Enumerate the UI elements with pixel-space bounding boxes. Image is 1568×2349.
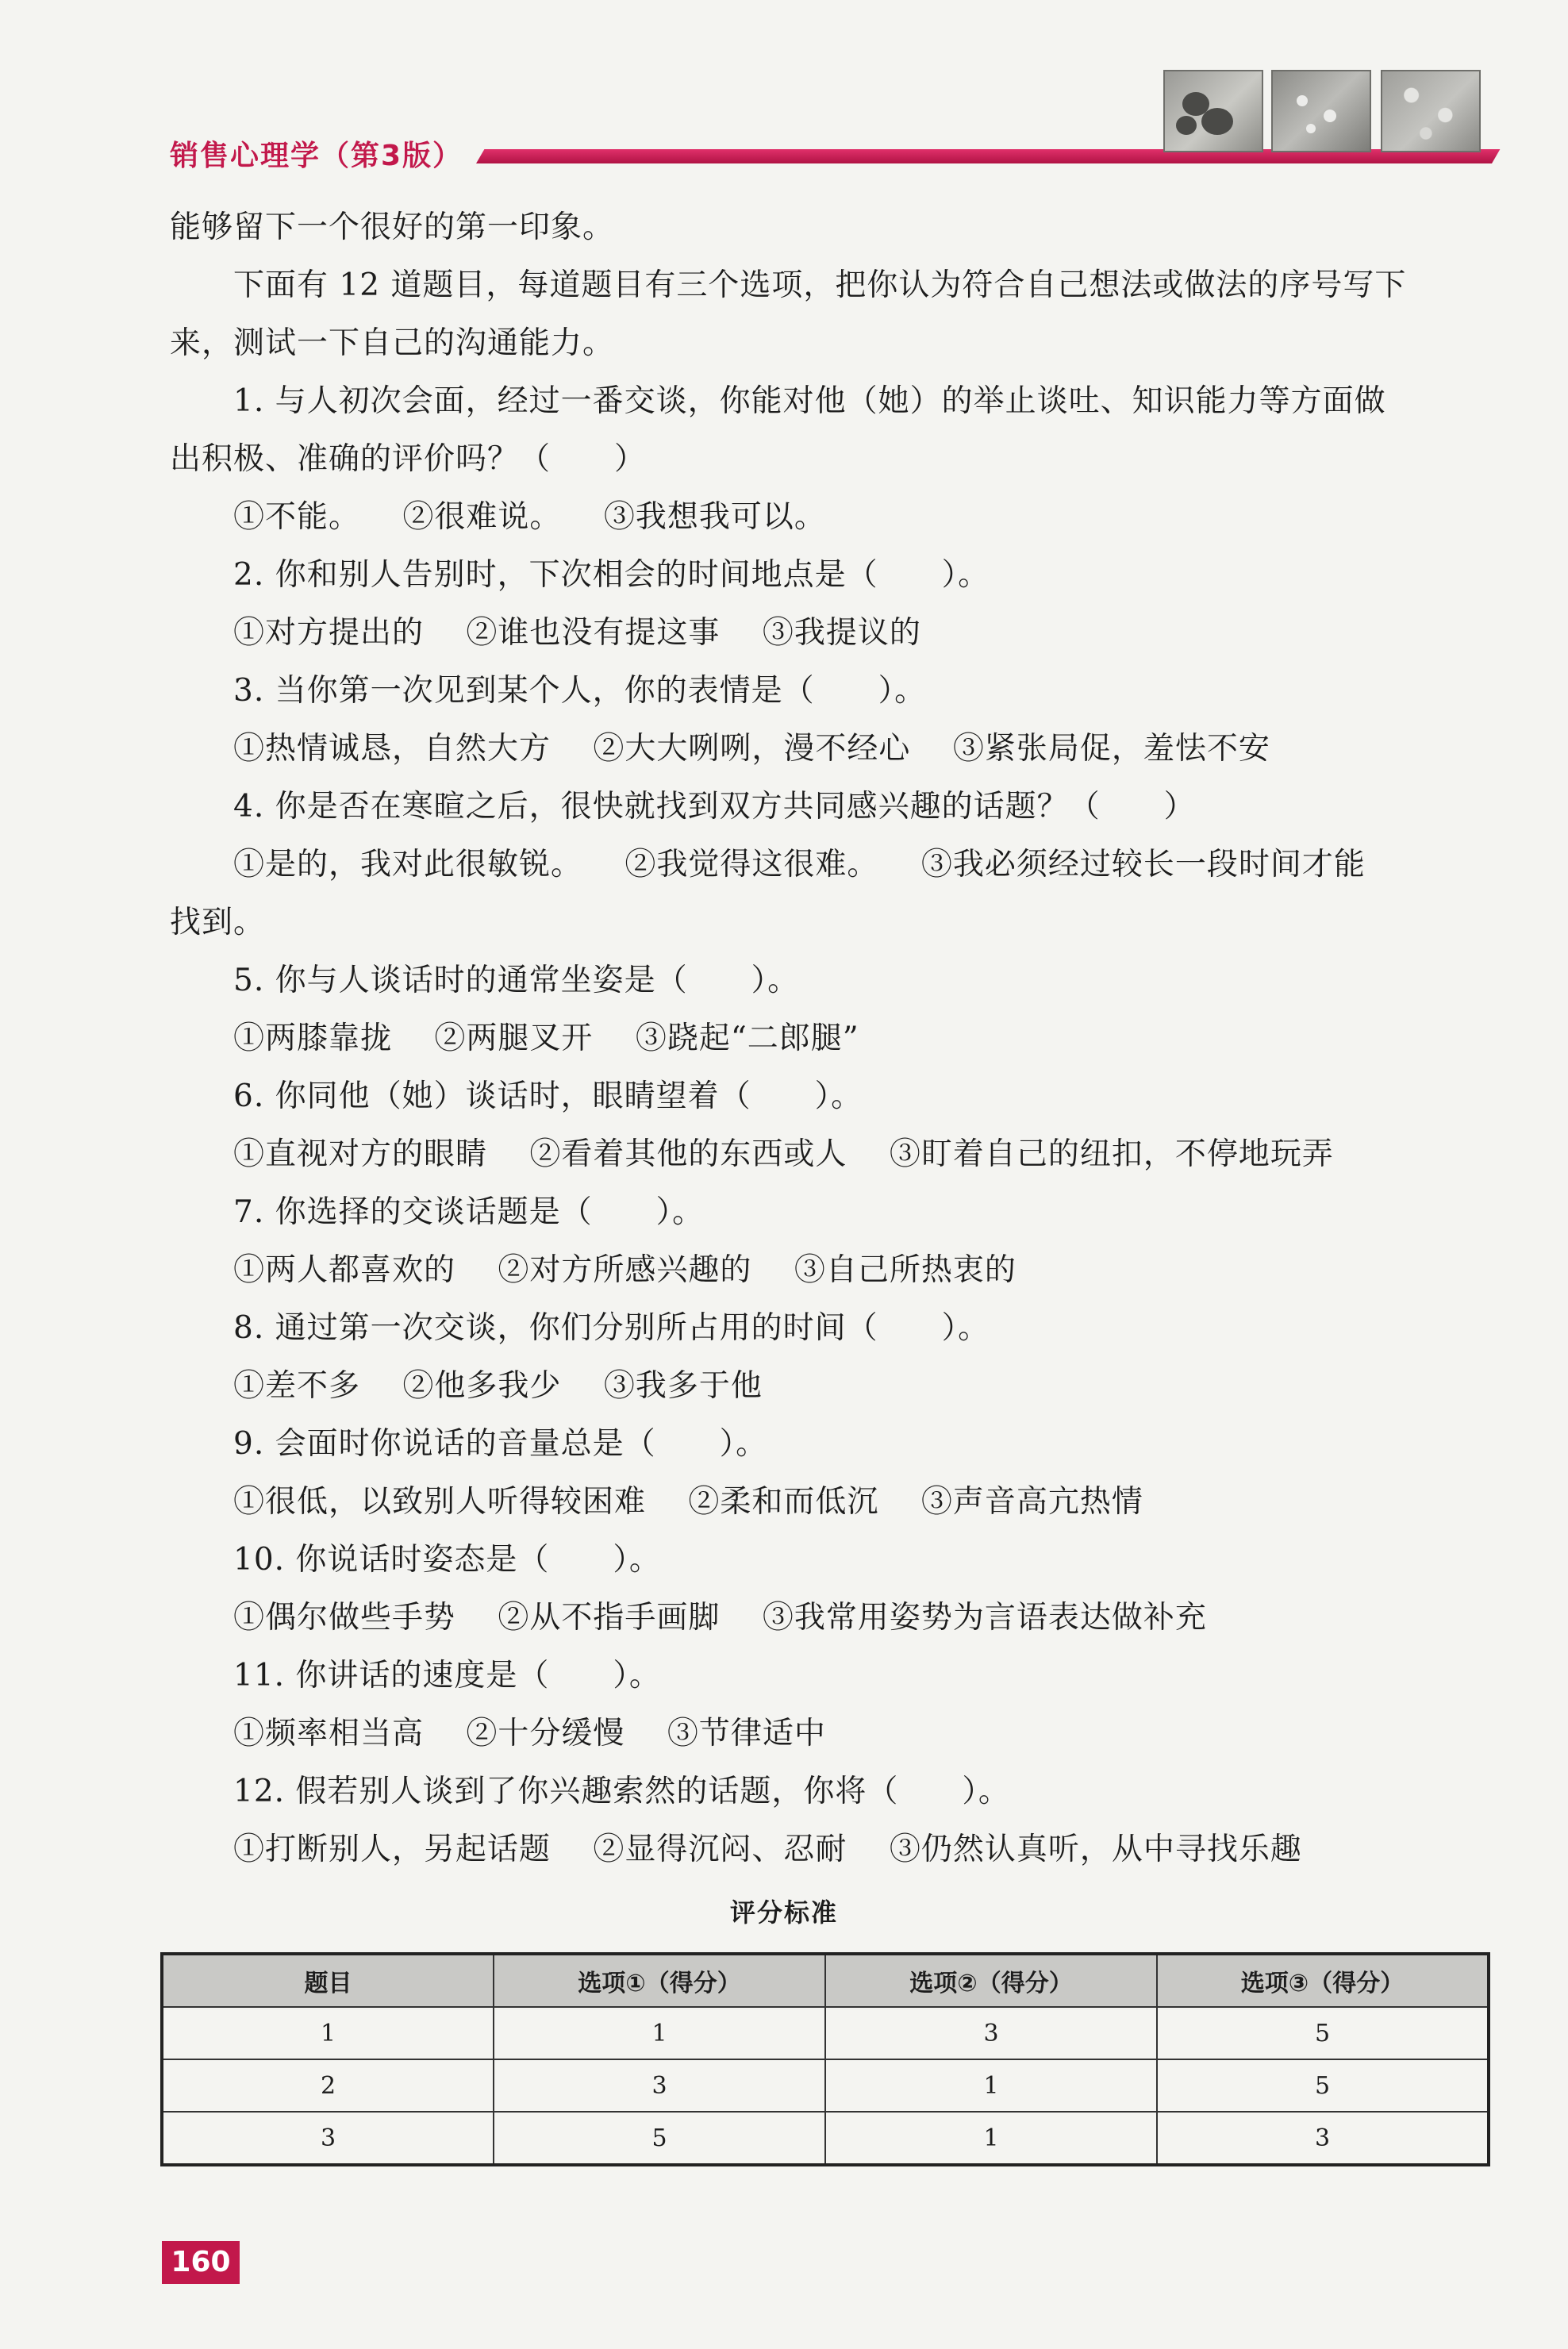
table-row [162,2007,1489,2059]
option-text: ③仍然认真听，从中寻找乐趣 [889,1832,1302,1867]
option-text: ①不能。 [233,499,361,535]
paragraph-line: 能够留下一个很好的第一印象。 [170,210,615,245]
book-title: 销售心理学（第3版） [170,140,463,172]
table-cell: 3 [1157,2112,1489,2165]
table-cell: 1 [494,2007,825,2059]
table-row [162,2059,1489,2112]
option-text: ①是的，我对此很敏锐。 [233,847,583,882]
question-text: 8. 通过第一次交谈，你们分别所占用的时间（ ）。 [233,1310,990,1346]
option-text: ①差不多 [233,1368,361,1404]
table-cell: 3 [162,2112,494,2165]
option-text: ②他多我少 [402,1368,562,1404]
table-header-cell: 选项②（得分） [825,1954,1157,2007]
table-cell: 1 [162,2007,494,2059]
question-text: 出积极、准确的评价吗？（ ） [170,441,647,477]
table-row [162,2112,1489,2165]
table-title: 评分标准 [729,1897,838,1928]
question-options [170,1705,1487,1763]
page-content [170,198,1487,1878]
table-cell: 5 [1157,2007,1489,2059]
option-text: ②显得沉闷、忍耐 [593,1832,847,1867]
option-text: ①偶尔做些手势 [233,1600,456,1636]
option-text: ③我提议的 [762,615,921,651]
option-text: ①热情诚恳，自然大方 [233,731,551,767]
question-options [170,836,1487,894]
option-text: ②对方所感兴趣的 [498,1252,752,1288]
question-text: 11. 你讲话的速度是（ ）。 [233,1658,661,1694]
option-text: ①很低，以致别人听得较困难 [233,1484,647,1520]
option-text: ③声音高亢热情 [920,1484,1143,1520]
question-options [170,1589,1487,1647]
table-cell: 1 [825,2112,1157,2165]
question-text: 9. 会面时你说话的音量总是（ ）。 [233,1426,768,1462]
option-text: ③自己所热衷的 [794,1252,1017,1288]
option-text: ②我觉得这很难。 [625,847,879,882]
header-thumbnail-image [1163,70,1263,152]
question-options [170,1241,1487,1299]
table-cell: 3 [825,2007,1157,2059]
question-text: 10. 你说话时姿态是（ ）。 [233,1542,661,1578]
paragraph-line: 来，测试一下自己的沟通能力。 [170,325,615,361]
option-text: ①打断别人，另起话题 [233,1832,551,1867]
scoring-table [160,1952,1490,2166]
question-text: 1. 与人初次会面，经过一番交谈，你能对他（她）的举止谈吐、知识能力等方面做 [233,383,1386,419]
header-thumbnail-image [1271,70,1371,152]
table-cell: 3 [494,2059,825,2112]
option-text: ②两腿叉开 [434,1021,594,1056]
table-header-cell: 题目 [162,1954,494,2007]
question-text: 4. 你是否在寒暄之后，很快就找到双方共同感兴趣的话题？（ ） [233,789,1196,825]
option-text: ③紧张局促，羞怯不安 [952,731,1270,767]
option-text: ③我必须经过较长一段时间才能 [920,847,1366,882]
option-text: ③我想我可以。 [603,499,826,535]
option-text: ②从不指手画脚 [498,1600,721,1636]
question-options [170,604,1487,662]
option-text: ①两人都喜欢的 [233,1252,456,1288]
option-text: ③我多于他 [603,1368,763,1404]
option-text: ③盯着自己的纽扣，不停地玩弄 [889,1136,1334,1172]
question-text: 5. 你与人谈话时的通常坐姿是（ ）。 [233,963,800,998]
header-thumbnail-image [1381,70,1481,152]
question-options [170,488,1487,546]
page-number: 160 [162,2241,240,2284]
option-text-continued: 找到。 [170,905,266,940]
table-header-cell: 选项①（得分） [494,1954,825,2007]
question-options [170,1820,1487,1878]
question-text: 6. 你同他（她）谈话时，眼睛望着（ ）。 [233,1078,863,1114]
question-text: 3. 当你第一次见到某个人，你的表情是（ ）。 [233,673,927,709]
option-text: ②柔和而低沉 [688,1484,879,1520]
question-options [170,720,1487,778]
option-text: ③我常用姿势为言语表达做补充 [762,1600,1207,1636]
option-text: ③节律适中 [667,1716,826,1751]
page-header [0,0,1568,183]
question-options [170,1357,1487,1415]
table-cell: 5 [1157,2059,1489,2112]
option-text: ②十分缓慢 [466,1716,625,1751]
table-cell: 1 [825,2059,1157,2112]
table-cell: 2 [162,2059,494,2112]
option-text: ②看着其他的东西或人 [529,1136,847,1172]
paragraph-line: 下面有 12 道题目，每道题目有三个选项，把你认为符合自己想法或做法的序号写下 [233,267,1407,303]
option-text: ①对方提出的 [233,615,425,651]
question-text: 7. 你选择的交谈话题是（ ）。 [233,1194,705,1230]
question-options [170,1125,1487,1183]
option-text: ②谁也没有提这事 [466,615,721,651]
question-text: 2. 你和别人告别时，下次相会的时间地点是（ ）。 [233,557,990,593]
question-options [170,1473,1487,1531]
table-cell: 5 [494,2112,825,2165]
table-header-row [162,1954,1489,2007]
option-text: ①直视对方的眼睛 [233,1136,488,1172]
option-text: ③跷起“二郎腿” [635,1021,859,1056]
option-text: ②很难说。 [402,499,562,535]
table-header-cell: 选项③（得分） [1157,1954,1489,2007]
option-text: ②大大咧咧，漫不经心 [593,731,911,767]
question-options [170,1009,1487,1067]
option-text: ①两膝靠拢 [233,1021,393,1056]
question-text: 12. 假若别人谈到了你兴趣索然的话题，你将（ ）。 [233,1774,1010,1809]
option-text: ①频率相当高 [233,1716,425,1751]
